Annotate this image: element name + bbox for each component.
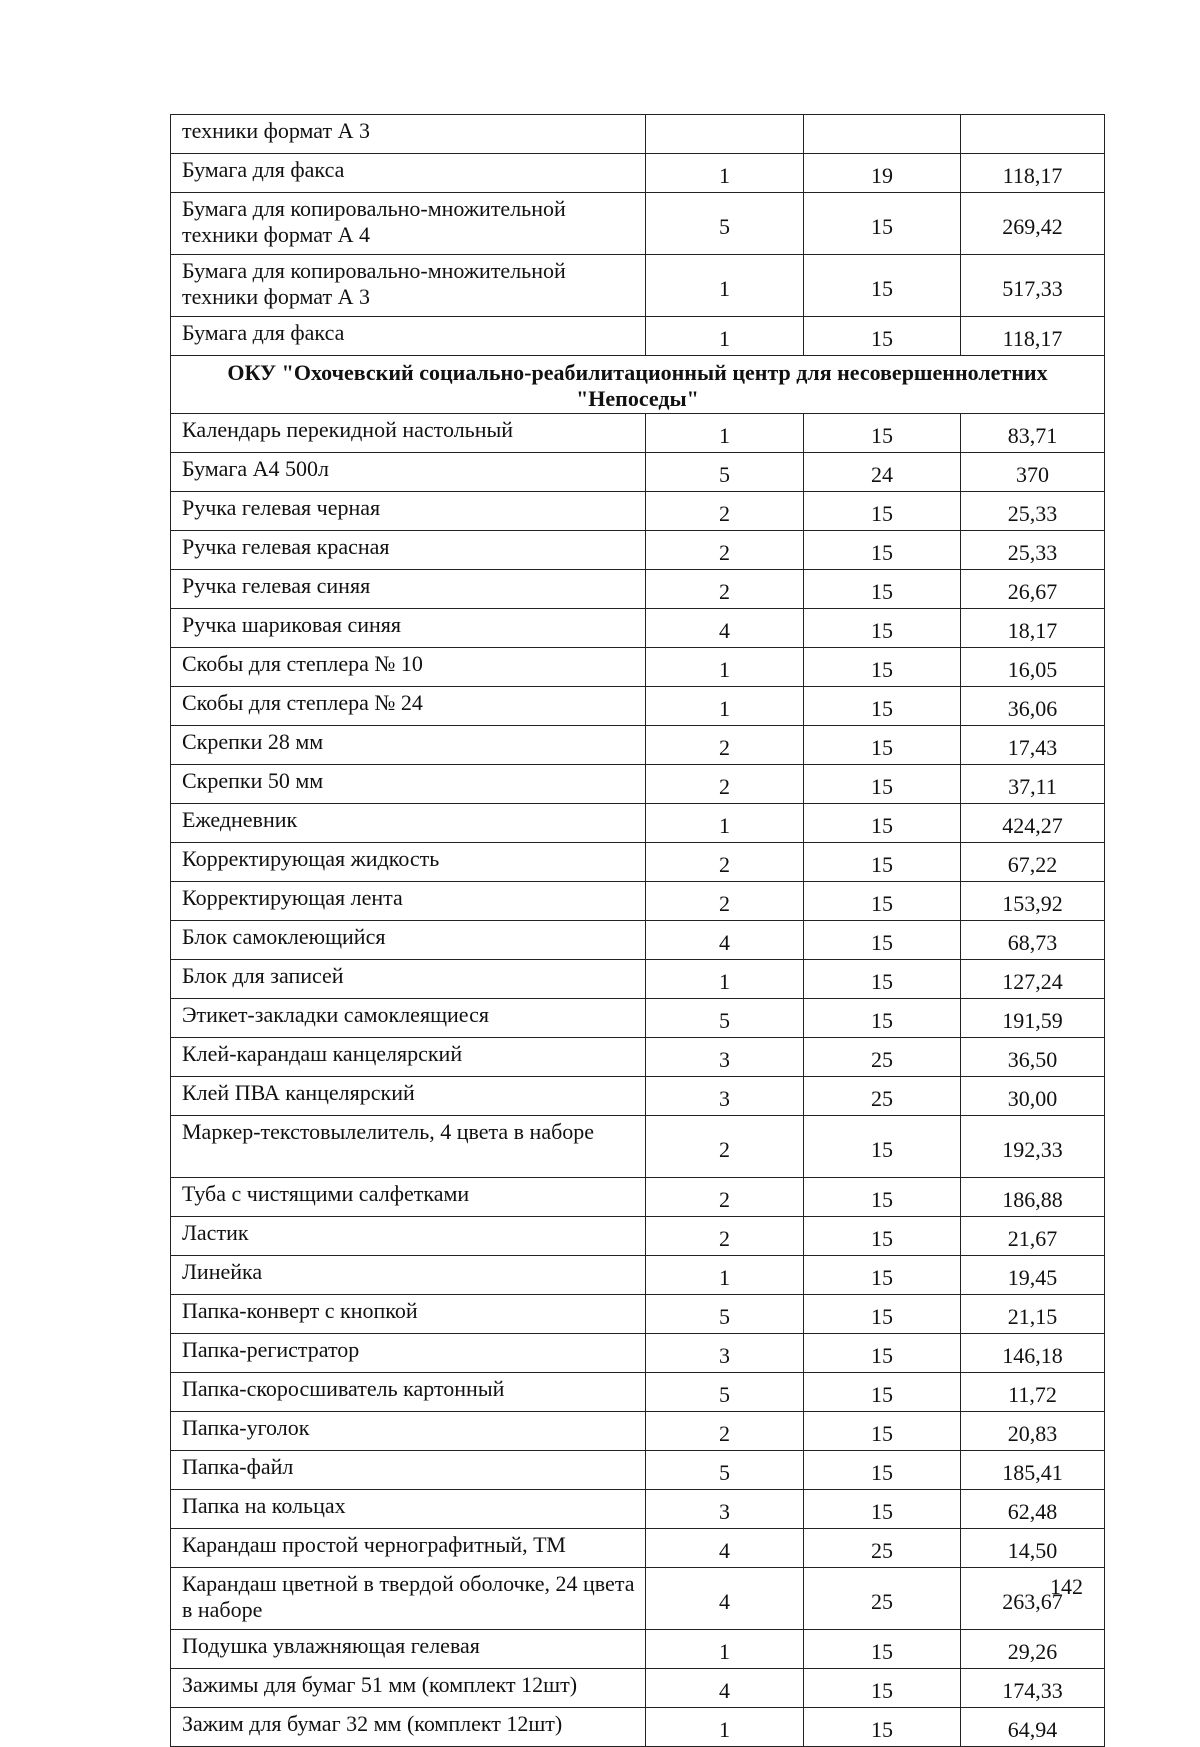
table-row (171, 1178, 1105, 1217)
table-row (171, 960, 1105, 999)
item-name-cell: Скрепки 28 мм (171, 726, 646, 765)
quantity-cell: 3 (646, 1038, 804, 1077)
table-row (171, 687, 1105, 726)
price-cell: 269,42 (961, 193, 1105, 255)
quantity-cell: 1 (646, 1256, 804, 1295)
price-cell: 185,41 (961, 1451, 1105, 1490)
term-cell: 15 (804, 804, 961, 843)
term-cell: 25 (804, 1529, 961, 1568)
item-name-cell: Календарь перекидной настольный (171, 414, 646, 453)
price-cell: 36,06 (961, 687, 1105, 726)
item-name-cell: техники формат А 3 (171, 115, 646, 154)
quantity-cell: 1 (646, 804, 804, 843)
table-row (171, 570, 1105, 609)
quantity-cell: 2 (646, 531, 804, 570)
section-title: ОКУ "Охочевский социально-реабилитационный центр для несовершеннолетних "Непоседы" (171, 356, 1105, 414)
price-cell: 83,71 (961, 414, 1105, 453)
table-row (171, 1490, 1105, 1529)
price-cell: 17,43 (961, 726, 1105, 765)
quantity-cell: 5 (646, 453, 804, 492)
item-name-cell: Ручка гелевая синяя (171, 570, 646, 609)
price-cell: 118,17 (961, 317, 1105, 356)
term-cell: 15 (804, 255, 961, 317)
term-cell: 15 (804, 1708, 961, 1747)
term-cell: 15 (804, 1451, 961, 1490)
term-cell: 24 (804, 453, 961, 492)
quantity-cell: 4 (646, 921, 804, 960)
quantity-cell: 1 (646, 960, 804, 999)
quantity-cell: 1 (646, 255, 804, 317)
quantity-cell (646, 115, 804, 154)
price-cell: 16,05 (961, 648, 1105, 687)
price-cell: 424,27 (961, 804, 1105, 843)
term-cell: 25 (804, 1038, 961, 1077)
table-row (171, 1451, 1105, 1490)
table-row (171, 1077, 1105, 1116)
quantity-cell: 1 (646, 414, 804, 453)
item-name-cell: Скобы для степлера № 24 (171, 687, 646, 726)
price-cell: 21,15 (961, 1295, 1105, 1334)
table-row (171, 154, 1105, 193)
quantity-cell: 5 (646, 1295, 804, 1334)
item-name-cell: Ежедневник (171, 804, 646, 843)
price-cell: 118,17 (961, 154, 1105, 193)
price-cell: 64,94 (961, 1708, 1105, 1747)
item-name-cell: Бумага для копировально-множительной техники формат А 4 (171, 193, 646, 255)
table-row (171, 843, 1105, 882)
term-cell: 15 (804, 882, 961, 921)
price-cell: 36,50 (961, 1038, 1105, 1077)
price-cell: 25,33 (961, 492, 1105, 531)
price-cell: 68,73 (961, 921, 1105, 960)
price-cell: 153,92 (961, 882, 1105, 921)
item-name-cell: Блок для записей (171, 960, 646, 999)
item-name-cell: Ручка гелевая черная (171, 492, 646, 531)
price-cell: 14,50 (961, 1529, 1105, 1568)
table-row (171, 999, 1105, 1038)
term-cell: 15 (804, 960, 961, 999)
price-cell: 20,83 (961, 1412, 1105, 1451)
quantity-cell: 4 (646, 609, 804, 648)
term-cell: 15 (804, 999, 961, 1038)
term-cell: 15 (804, 1669, 961, 1708)
term-cell: 15 (804, 570, 961, 609)
item-name-cell: Карандаш цветной в твердой оболочке, 24 цвета в наборе (171, 1568, 646, 1630)
table-row (171, 453, 1105, 492)
price-cell: 146,18 (961, 1334, 1105, 1373)
table-row (171, 115, 1105, 154)
term-cell: 15 (804, 1116, 961, 1178)
price-cell: 174,33 (961, 1669, 1105, 1708)
quantity-cell: 5 (646, 193, 804, 255)
table-row (171, 1529, 1105, 1568)
term-cell: 15 (804, 317, 961, 356)
table-row (171, 1334, 1105, 1373)
quantity-cell: 5 (646, 1451, 804, 1490)
table-row (171, 531, 1105, 570)
quantity-cell: 2 (646, 492, 804, 531)
table-row (171, 609, 1105, 648)
term-cell: 15 (804, 921, 961, 960)
term-cell: 19 (804, 154, 961, 193)
quantity-cell: 2 (646, 726, 804, 765)
quantity-cell: 1 (646, 317, 804, 356)
quantity-cell: 4 (646, 1568, 804, 1630)
price-cell: 192,33 (961, 1116, 1105, 1178)
price-cell: 30,00 (961, 1077, 1105, 1116)
price-cell: 19,45 (961, 1256, 1105, 1295)
quantity-cell: 2 (646, 843, 804, 882)
quantity-cell: 1 (646, 154, 804, 193)
item-name-cell: Ручка шариковая синяя (171, 609, 646, 648)
price-cell: 62,48 (961, 1490, 1105, 1529)
term-cell: 15 (804, 1217, 961, 1256)
quantity-cell: 4 (646, 1529, 804, 1568)
term-cell: 15 (804, 765, 961, 804)
table-row (171, 1256, 1105, 1295)
item-name-cell: Подушка увлажняющая гелевая (171, 1630, 646, 1669)
item-name-cell: Бумага для копировально-множительной техники формат А 3 (171, 255, 646, 317)
quantity-cell: 2 (646, 1178, 804, 1217)
section-header-row (171, 356, 1105, 414)
quantity-cell: 3 (646, 1490, 804, 1529)
term-cell: 15 (804, 843, 961, 882)
quantity-cell: 2 (646, 882, 804, 921)
term-cell: 15 (804, 648, 961, 687)
item-name-cell: Клей-карандаш канцелярский (171, 1038, 646, 1077)
table-row (171, 1038, 1105, 1077)
price-cell: 37,11 (961, 765, 1105, 804)
item-name-cell: Туба с чистящими салфетками (171, 1178, 646, 1217)
page-number: 142 (1050, 1574, 1083, 1599)
term-cell: 15 (804, 531, 961, 570)
quantity-cell: 3 (646, 1077, 804, 1116)
item-name-cell: Этикет-закладки самоклеящиеся (171, 999, 646, 1038)
item-name-cell: Карандаш простой чернографитный, ТМ (171, 1529, 646, 1568)
item-name-cell: Корректирующая жидкость (171, 843, 646, 882)
table-row (171, 1630, 1105, 1669)
quantity-cell: 2 (646, 570, 804, 609)
table-row (171, 317, 1105, 356)
term-cell: 15 (804, 1373, 961, 1412)
quantity-cell: 1 (646, 1630, 804, 1669)
price-cell: 67,22 (961, 843, 1105, 882)
table-row (171, 1568, 1105, 1630)
price-cell: 11,72 (961, 1373, 1105, 1412)
term-cell: 25 (804, 1077, 961, 1116)
term-cell: 15 (804, 1256, 961, 1295)
quantity-cell: 3 (646, 1334, 804, 1373)
price-cell: 263,67 (961, 1568, 1105, 1630)
item-name-cell: Папка-уголок (171, 1412, 646, 1451)
term-cell: 25 (804, 1568, 961, 1630)
term-cell: 15 (804, 1295, 961, 1334)
table-row (171, 804, 1105, 843)
quantity-cell: 1 (646, 1708, 804, 1747)
table-row (171, 1295, 1105, 1334)
item-name-cell: Папка-файл (171, 1451, 646, 1490)
table-row (171, 648, 1105, 687)
item-name-cell: Линейка (171, 1256, 646, 1295)
quantity-cell: 1 (646, 687, 804, 726)
term-cell: 15 (804, 1412, 961, 1451)
table-row (171, 255, 1105, 317)
price-cell: 191,59 (961, 999, 1105, 1038)
term-cell (804, 115, 961, 154)
item-name-cell: Ручка гелевая красная (171, 531, 646, 570)
term-cell: 15 (804, 193, 961, 255)
item-name-cell: Бумага для факса (171, 317, 646, 356)
item-name-cell: Ластик (171, 1217, 646, 1256)
item-name-cell: Скобы для степлера № 10 (171, 648, 646, 687)
quantity-cell: 2 (646, 1412, 804, 1451)
table-row (171, 1412, 1105, 1451)
table-row (171, 726, 1105, 765)
table-row (171, 1373, 1105, 1412)
price-cell: 21,67 (961, 1217, 1105, 1256)
price-cell: 25,33 (961, 531, 1105, 570)
price-cell: 18,17 (961, 609, 1105, 648)
term-cell: 15 (804, 1490, 961, 1529)
table-row (171, 1217, 1105, 1256)
table-row (171, 492, 1105, 531)
supplies-table (170, 114, 1105, 1747)
price-cell: 127,24 (961, 960, 1105, 999)
item-name-cell: Папка-регистратор (171, 1334, 646, 1373)
table-row (171, 765, 1105, 804)
term-cell: 15 (804, 492, 961, 531)
item-name-cell: Бумага А4 500л (171, 453, 646, 492)
item-name-cell: Папка на кольцах (171, 1490, 646, 1529)
term-cell: 15 (804, 1334, 961, 1373)
term-cell: 15 (804, 687, 961, 726)
price-cell: 186,88 (961, 1178, 1105, 1217)
table-row (171, 882, 1105, 921)
term-cell: 15 (804, 1178, 961, 1217)
table-body-after (171, 414, 1105, 1747)
term-cell: 15 (804, 609, 961, 648)
price-cell: 370 (961, 453, 1105, 492)
price-cell: 26,67 (961, 570, 1105, 609)
quantity-cell: 4 (646, 1669, 804, 1708)
quantity-cell: 5 (646, 1373, 804, 1412)
item-name-cell: Маркер-текстовылелитель, 4 цвета в наборе (171, 1116, 646, 1178)
item-name-cell: Клей ПВА канцелярский (171, 1077, 646, 1116)
table-row (171, 414, 1105, 453)
price-cell (961, 115, 1105, 154)
item-name-cell: Зажимы для бумаг 51 мм (комплект 12шт) (171, 1669, 646, 1708)
price-cell: 29,26 (961, 1630, 1105, 1669)
table-row (171, 1708, 1105, 1747)
table-row (171, 921, 1105, 960)
item-name-cell: Блок самоклеющийся (171, 921, 646, 960)
item-name-cell: Папка-конверт с кнопкой (171, 1295, 646, 1334)
quantity-cell: 5 (646, 999, 804, 1038)
item-name-cell: Зажим для бумаг 32 мм (комплект 12шт) (171, 1708, 646, 1747)
table-body-before (171, 115, 1105, 356)
table-row (171, 1669, 1105, 1708)
quantity-cell: 2 (646, 765, 804, 804)
section-header-body (171, 356, 1105, 414)
table-row (171, 1116, 1105, 1178)
item-name-cell: Скрепки 50 мм (171, 765, 646, 804)
price-cell: 517,33 (961, 255, 1105, 317)
quantity-cell: 2 (646, 1217, 804, 1256)
quantity-cell: 2 (646, 1116, 804, 1178)
table-row (171, 193, 1105, 255)
item-name-cell: Корректирующая лента (171, 882, 646, 921)
item-name-cell: Бумага для факса (171, 154, 646, 193)
term-cell: 15 (804, 726, 961, 765)
item-name-cell: Папка-скоросшиватель картонный (171, 1373, 646, 1412)
term-cell: 15 (804, 1630, 961, 1669)
quantity-cell: 1 (646, 648, 804, 687)
term-cell: 15 (804, 414, 961, 453)
